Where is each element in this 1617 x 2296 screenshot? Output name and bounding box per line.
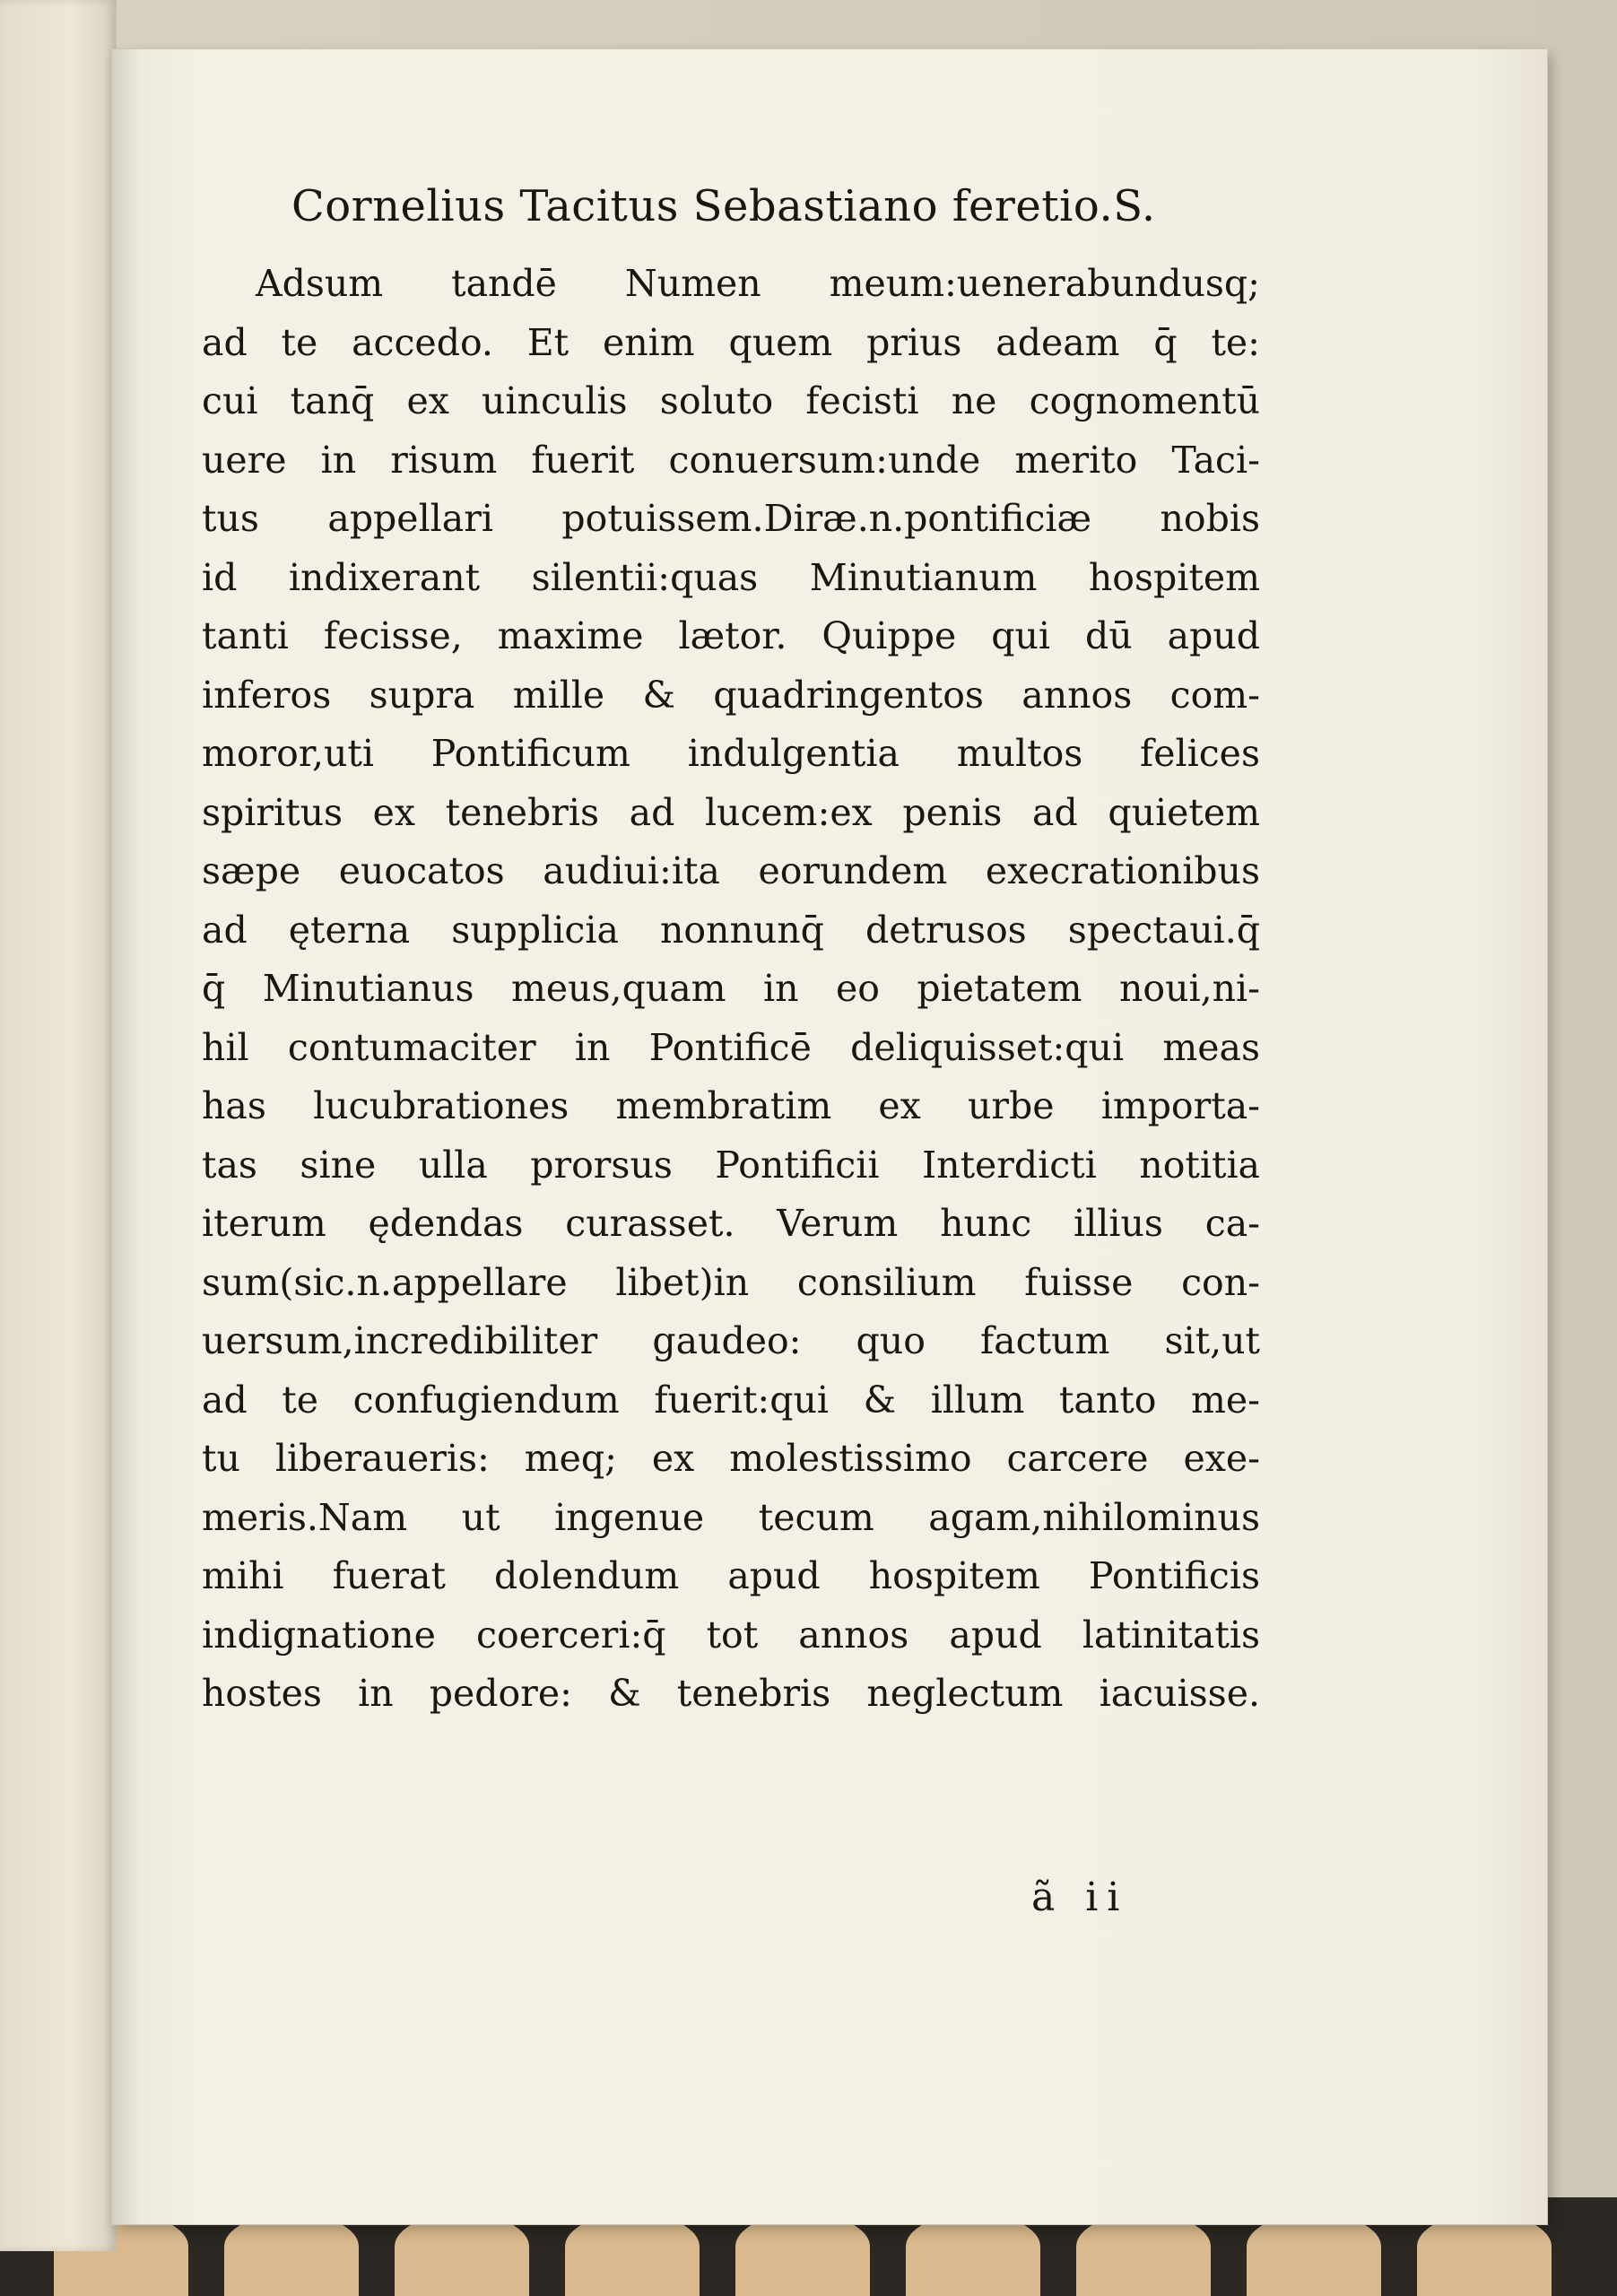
shelf-decoration xyxy=(906,2213,1040,2296)
text-line: indignatione coerceri:q̄ tot annos apud latinitatis xyxy=(202,1613,1260,1657)
signature-mark: ã ii xyxy=(1031,1874,1129,1920)
text-line: ad te confugiendum fuerit:qui & illum tanto me- xyxy=(202,1378,1260,1422)
text-line: iterum ędendas curasset. Verum hunc illius ca- xyxy=(202,1202,1260,1245)
text-line: sæpe euocatos audiui:ita eorundem execrationibus xyxy=(202,849,1260,892)
text-line: Adsum tandē Numen meum:uenerabundusq; xyxy=(256,262,1260,305)
text-line: cui tanq̄ ex uinculis soluto fecisti ne cognomentū xyxy=(202,379,1260,422)
shelf-decoration xyxy=(224,2213,359,2296)
text-line: meris.Nam ut ingenue tecum agam,nihilominus xyxy=(202,1495,1260,1539)
gutter-shadow xyxy=(112,49,139,2224)
text-line: id indixerant silentii:quas Minutianum hospitem xyxy=(202,555,1260,599)
text-line: sum(sic.n.appellare libet)in consilium fuisse con- xyxy=(202,1260,1260,1304)
body-text xyxy=(202,255,1260,1724)
text-line: tus appellari potuissem.Diræ.n.pontificiæ nobis xyxy=(202,497,1260,540)
text-line: tanti fecisse, maxime lætor. Quippe qui dū apud xyxy=(202,614,1260,657)
shelf-decoration xyxy=(1076,2213,1211,2296)
text-line: uere in risum fuerit conuersum:unde merito Taci- xyxy=(202,438,1260,482)
text-line: hil contumaciter in Pontificē deliquisset:qui meas xyxy=(202,1025,1260,1069)
text-line: tu liberaueris: meq; ex molestissimo carcere exe- xyxy=(202,1437,1260,1480)
page-title: Cornelius Tacitus Sebastiano feretio.S. xyxy=(291,181,1156,231)
text-line: hostes in pedore: & tenebris neglectum iacuisse. xyxy=(202,1672,1260,1715)
text-line: spiritus ex tenebris ad lucem:ex penis ad quietem xyxy=(202,790,1260,834)
shelf-decoration xyxy=(565,2213,700,2296)
text-line: q̄ Minutianus meus,quam in eo pietatem noui,ni- xyxy=(202,967,1260,1010)
text-line: inferos supra mille & quadringentos annos com- xyxy=(202,673,1260,717)
shelf-decoration xyxy=(395,2213,529,2296)
shelf-decoration xyxy=(1417,2213,1552,2296)
facing-page-edge xyxy=(0,0,117,2251)
text-line: uersum,incredibiliter gaudeo: quo factum sit,ut xyxy=(202,1319,1260,1362)
text-line: tas sine ulla prorsus Pontificii Interdicti notitia xyxy=(202,1143,1260,1187)
text-line: ad te accedo. Et enim quem prius adeam q̄ te: xyxy=(202,320,1260,364)
shelf-decoration xyxy=(735,2213,870,2296)
text-line: mihi fuerat dolendum apud hospitem Pontificis xyxy=(202,1554,1260,1597)
text-line: has lucubrationes membratim ex urbe importa- xyxy=(202,1084,1260,1127)
text-line: ad ęterna supplicia nonnunq̄ detrusos spectaui.q̄ xyxy=(202,908,1260,952)
shelf-decoration xyxy=(1247,2213,1381,2296)
page-text xyxy=(202,170,1260,1724)
text-line: moror,uti Pontificum indulgentia multos felices xyxy=(202,732,1260,775)
